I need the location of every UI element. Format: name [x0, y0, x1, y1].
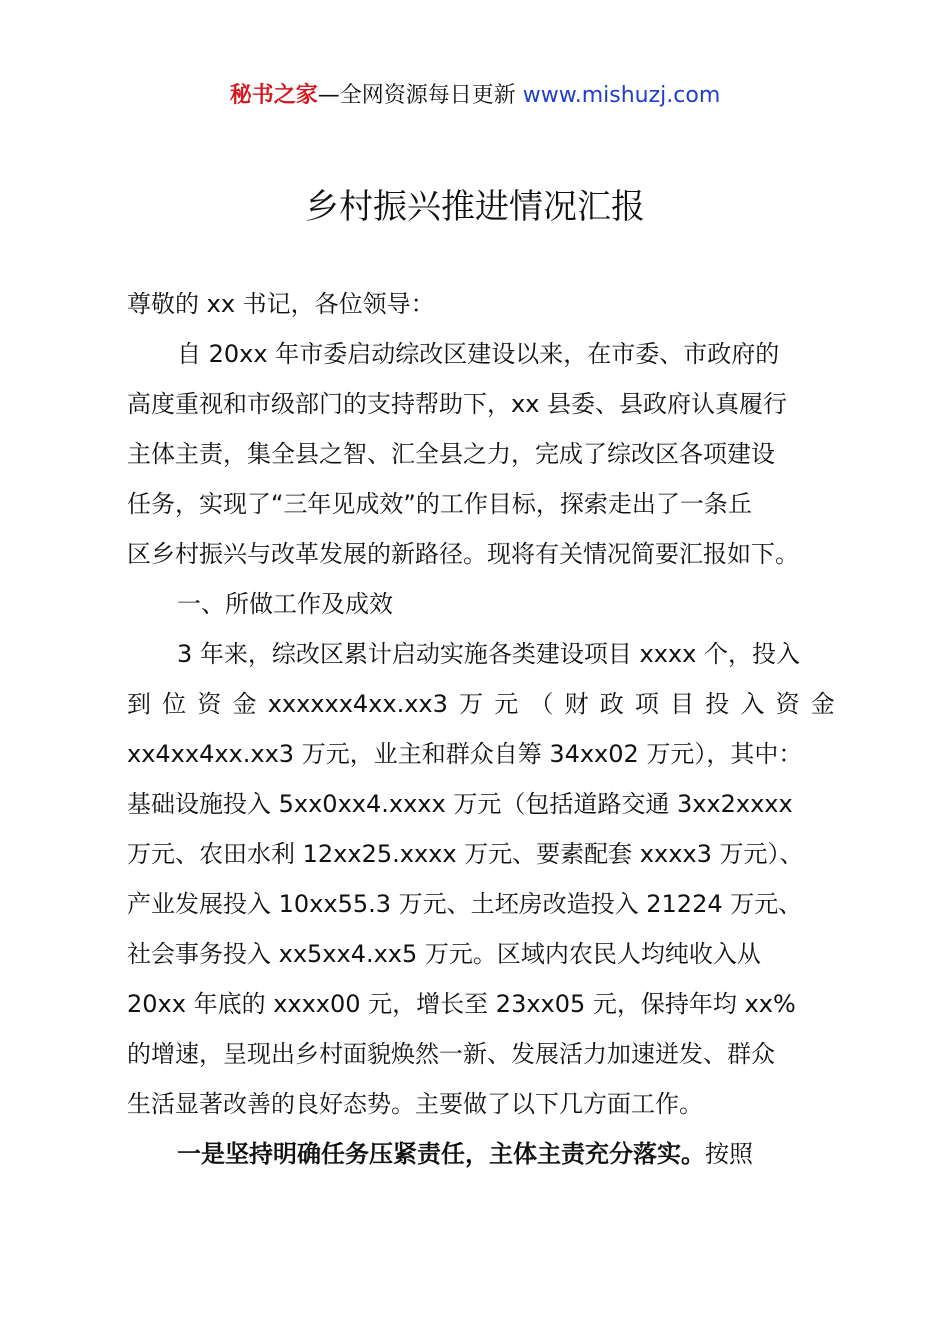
- justified-token: 位: [162, 690, 187, 718]
- intro-line: 区乡村振兴与改革发展的新路径。现将有关情况简要汇报如下。: [127, 540, 799, 568]
- site-url-link[interactable]: www.mishuzj.com: [522, 83, 721, 108]
- paragraph-line: 20xx 年底的 xxxx00 元，增长至 23xx05 元，保持年均 xx%: [127, 990, 796, 1018]
- paragraph-line: 3 年来，综改区累计启动实施各类建设项目 xxxx 个，投入: [177, 640, 800, 668]
- justified-token: 到: [127, 690, 151, 718]
- intro-line: 高度重视和市级部门的支持帮助下，xx 县委、县政府认真履行: [127, 390, 788, 418]
- salutation: 尊敬的 xx 书记，各位领导：: [127, 290, 435, 318]
- section-heading: 一、所做工作及成效: [177, 590, 393, 618]
- intro-line: 主体主责，集全县之智、汇全县之力，完成了综改区各项建设: [127, 440, 775, 468]
- justified-token: 目: [670, 690, 695, 718]
- intro-line: 任务，实现了“三年见成效”的工作目标，探索走出了一条丘: [127, 490, 752, 518]
- justified-token: 项: [634, 690, 659, 718]
- paragraph-line: 生活显著改善的良好态势。主要做了以下几方面工作。: [127, 1090, 703, 1118]
- point-one-text: 按照: [705, 1140, 753, 1168]
- site-tagline: —全网资源每日更新: [317, 83, 523, 108]
- document-body: [127, 279, 835, 1179]
- paragraph-line: xx4xx4xx.xx3 万元，业主和群众自筹 34xx02 万元），其中：: [127, 740, 803, 768]
- justified-token: 金: [232, 690, 257, 718]
- justified-token: 入: [740, 690, 765, 718]
- justified-token: 政: [599, 690, 624, 718]
- paragraph-line: 的增速，呈现出乡村面貌焕然一新、发展活力加速迸发、群众: [127, 1040, 775, 1068]
- point-one-heading: 一是坚持明确任务压紧责任，主体主责充分落实。: [177, 1140, 705, 1168]
- justified-token: xxxxxx4xx.xx3: [267, 690, 448, 718]
- paragraph-line: 基础设施投入 5xx0xx4.xxxx 万元（包括道路交通 3xx2xxxx: [127, 790, 793, 818]
- paragraph-line: 社会事务投入 xx5xx4.xx5 万元。区域内农民人均纯收入从: [127, 940, 761, 968]
- justified-token: 元: [494, 690, 519, 718]
- paragraph-line: 万元、农田水利 12xx25.xxxx 万元、要素配套 xxxx3 万元）、: [127, 840, 804, 868]
- brand-name: 秘书之家: [229, 83, 318, 108]
- paragraph-line: 产业发展投入 10xx55.3 万元、土坯房改造投入 21224 万元、: [127, 890, 803, 918]
- document-title: 乡村振兴推进情况汇报: [305, 187, 645, 227]
- site-header: [0, 80, 950, 112]
- justified-token: 万: [459, 690, 484, 718]
- justified-token: 投: [705, 690, 730, 718]
- justified-token: 财: [564, 690, 589, 718]
- point-one-line: [127, 1129, 835, 1179]
- justified-token: 资: [775, 690, 800, 718]
- justified-token: 资: [197, 690, 222, 718]
- paragraph-line-justified: [127, 679, 835, 729]
- justified-token: （: [529, 690, 554, 718]
- intro-line: 自 20xx 年市委启动综改区建设以来，在市委、市政府的: [177, 340, 780, 368]
- justified-token: 金: [810, 690, 835, 718]
